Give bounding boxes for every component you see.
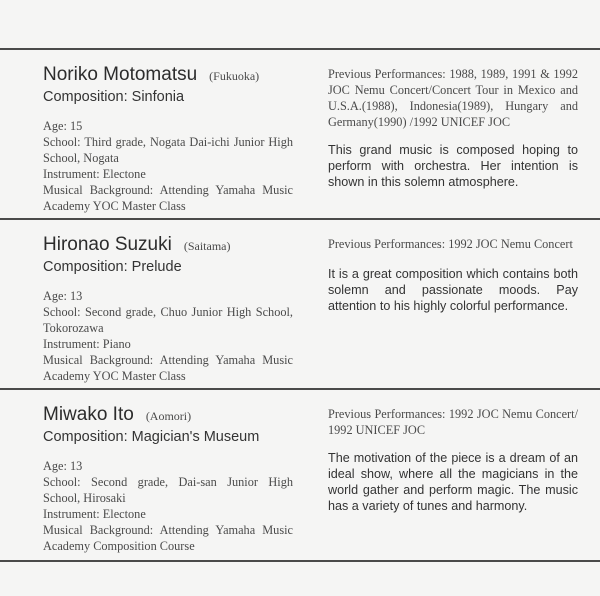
performer-heading bbox=[43, 234, 293, 256]
performer-age: Age: 15 bbox=[43, 119, 83, 133]
performance-info bbox=[328, 406, 578, 514]
performer-details bbox=[43, 288, 293, 384]
performer-age: Age: 13 bbox=[43, 289, 83, 303]
performer-instrument: Instrument: Electone bbox=[43, 507, 146, 521]
previous-performances: Previous Performances: 1988, 1989, 1991 & 1992 JOC Nemu Concert/Concert Tour in Mexico and U.S.A.(1988), Indonesia(1989), Hungary and Germany(1990) /1992 UNICEF JOC bbox=[328, 67, 578, 129]
performer-prefecture: (Fukuoka) bbox=[209, 69, 260, 83]
previous-performances: Previous Performances: 1992 JOC Nemu Concert/ 1992 UNICEF JOC bbox=[328, 407, 578, 437]
composition-description: The motivation of the piece is a dream of an ideal show, where all the magicians in the world gather and perform magic. The music has a variety of tunes and harmony. bbox=[328, 451, 578, 513]
performer-heading bbox=[43, 404, 293, 426]
performer-school: School: Second grade, Chuo Junior High School, Tokorozawa bbox=[43, 305, 293, 335]
performer-school: School: Third grade, Nogata Dai-ichi Junior High School, Nogata bbox=[43, 135, 293, 165]
performer-details bbox=[43, 458, 293, 554]
performer-entry bbox=[0, 50, 600, 218]
performer-entry bbox=[0, 390, 600, 558]
performer-background: Musical Background: Attending Yamaha Music Academy YOC Master Class bbox=[43, 183, 293, 213]
divider-rule bbox=[0, 560, 600, 562]
performer-profile bbox=[43, 404, 293, 554]
performer-name: Noriko Motomatsu bbox=[43, 64, 198, 85]
performer-age: Age: 13 bbox=[43, 459, 83, 473]
performer-school: School: Second grade, Dai-san Junior High School, Hirosaki bbox=[43, 475, 293, 505]
performer-details bbox=[43, 118, 293, 214]
performer-profile bbox=[43, 234, 293, 384]
performance-info bbox=[328, 236, 578, 314]
performer-instrument: Instrument: Electone bbox=[43, 167, 146, 181]
performer-entry bbox=[0, 220, 600, 388]
performance-info bbox=[328, 66, 578, 190]
composition-title: Composition: Magician's Museum bbox=[43, 429, 260, 445]
performer-heading bbox=[43, 64, 293, 86]
performer-background: Musical Background: Attending Yamaha Music Academy YOC Master Class bbox=[43, 353, 293, 383]
performer-name: Hironao Suzuki bbox=[43, 234, 172, 255]
performer-instrument: Instrument: Piano bbox=[43, 337, 131, 351]
performer-prefecture: (Saitama) bbox=[183, 239, 231, 253]
performer-prefecture: (Aomori) bbox=[145, 409, 192, 423]
composition-title: Composition: Sinfonia bbox=[43, 89, 185, 105]
composition-title: Composition: Prelude bbox=[43, 259, 182, 275]
previous-performances: Previous Performances: 1992 JOC Nemu Concert bbox=[328, 237, 573, 251]
performer-profile bbox=[43, 64, 293, 214]
composition-description: This grand music is composed hoping to perform with orchestra. Her intention is shown in this solemn atmosphere. bbox=[328, 143, 578, 189]
composition-description: It is a great composition which contains both solemn and passionate moods. Pay attention to his highly colorful performance. bbox=[328, 267, 578, 313]
performer-background: Musical Background: Attending Yamaha Music Academy Composition Course bbox=[43, 523, 293, 553]
performer-name: Miwako Ito bbox=[43, 404, 134, 425]
